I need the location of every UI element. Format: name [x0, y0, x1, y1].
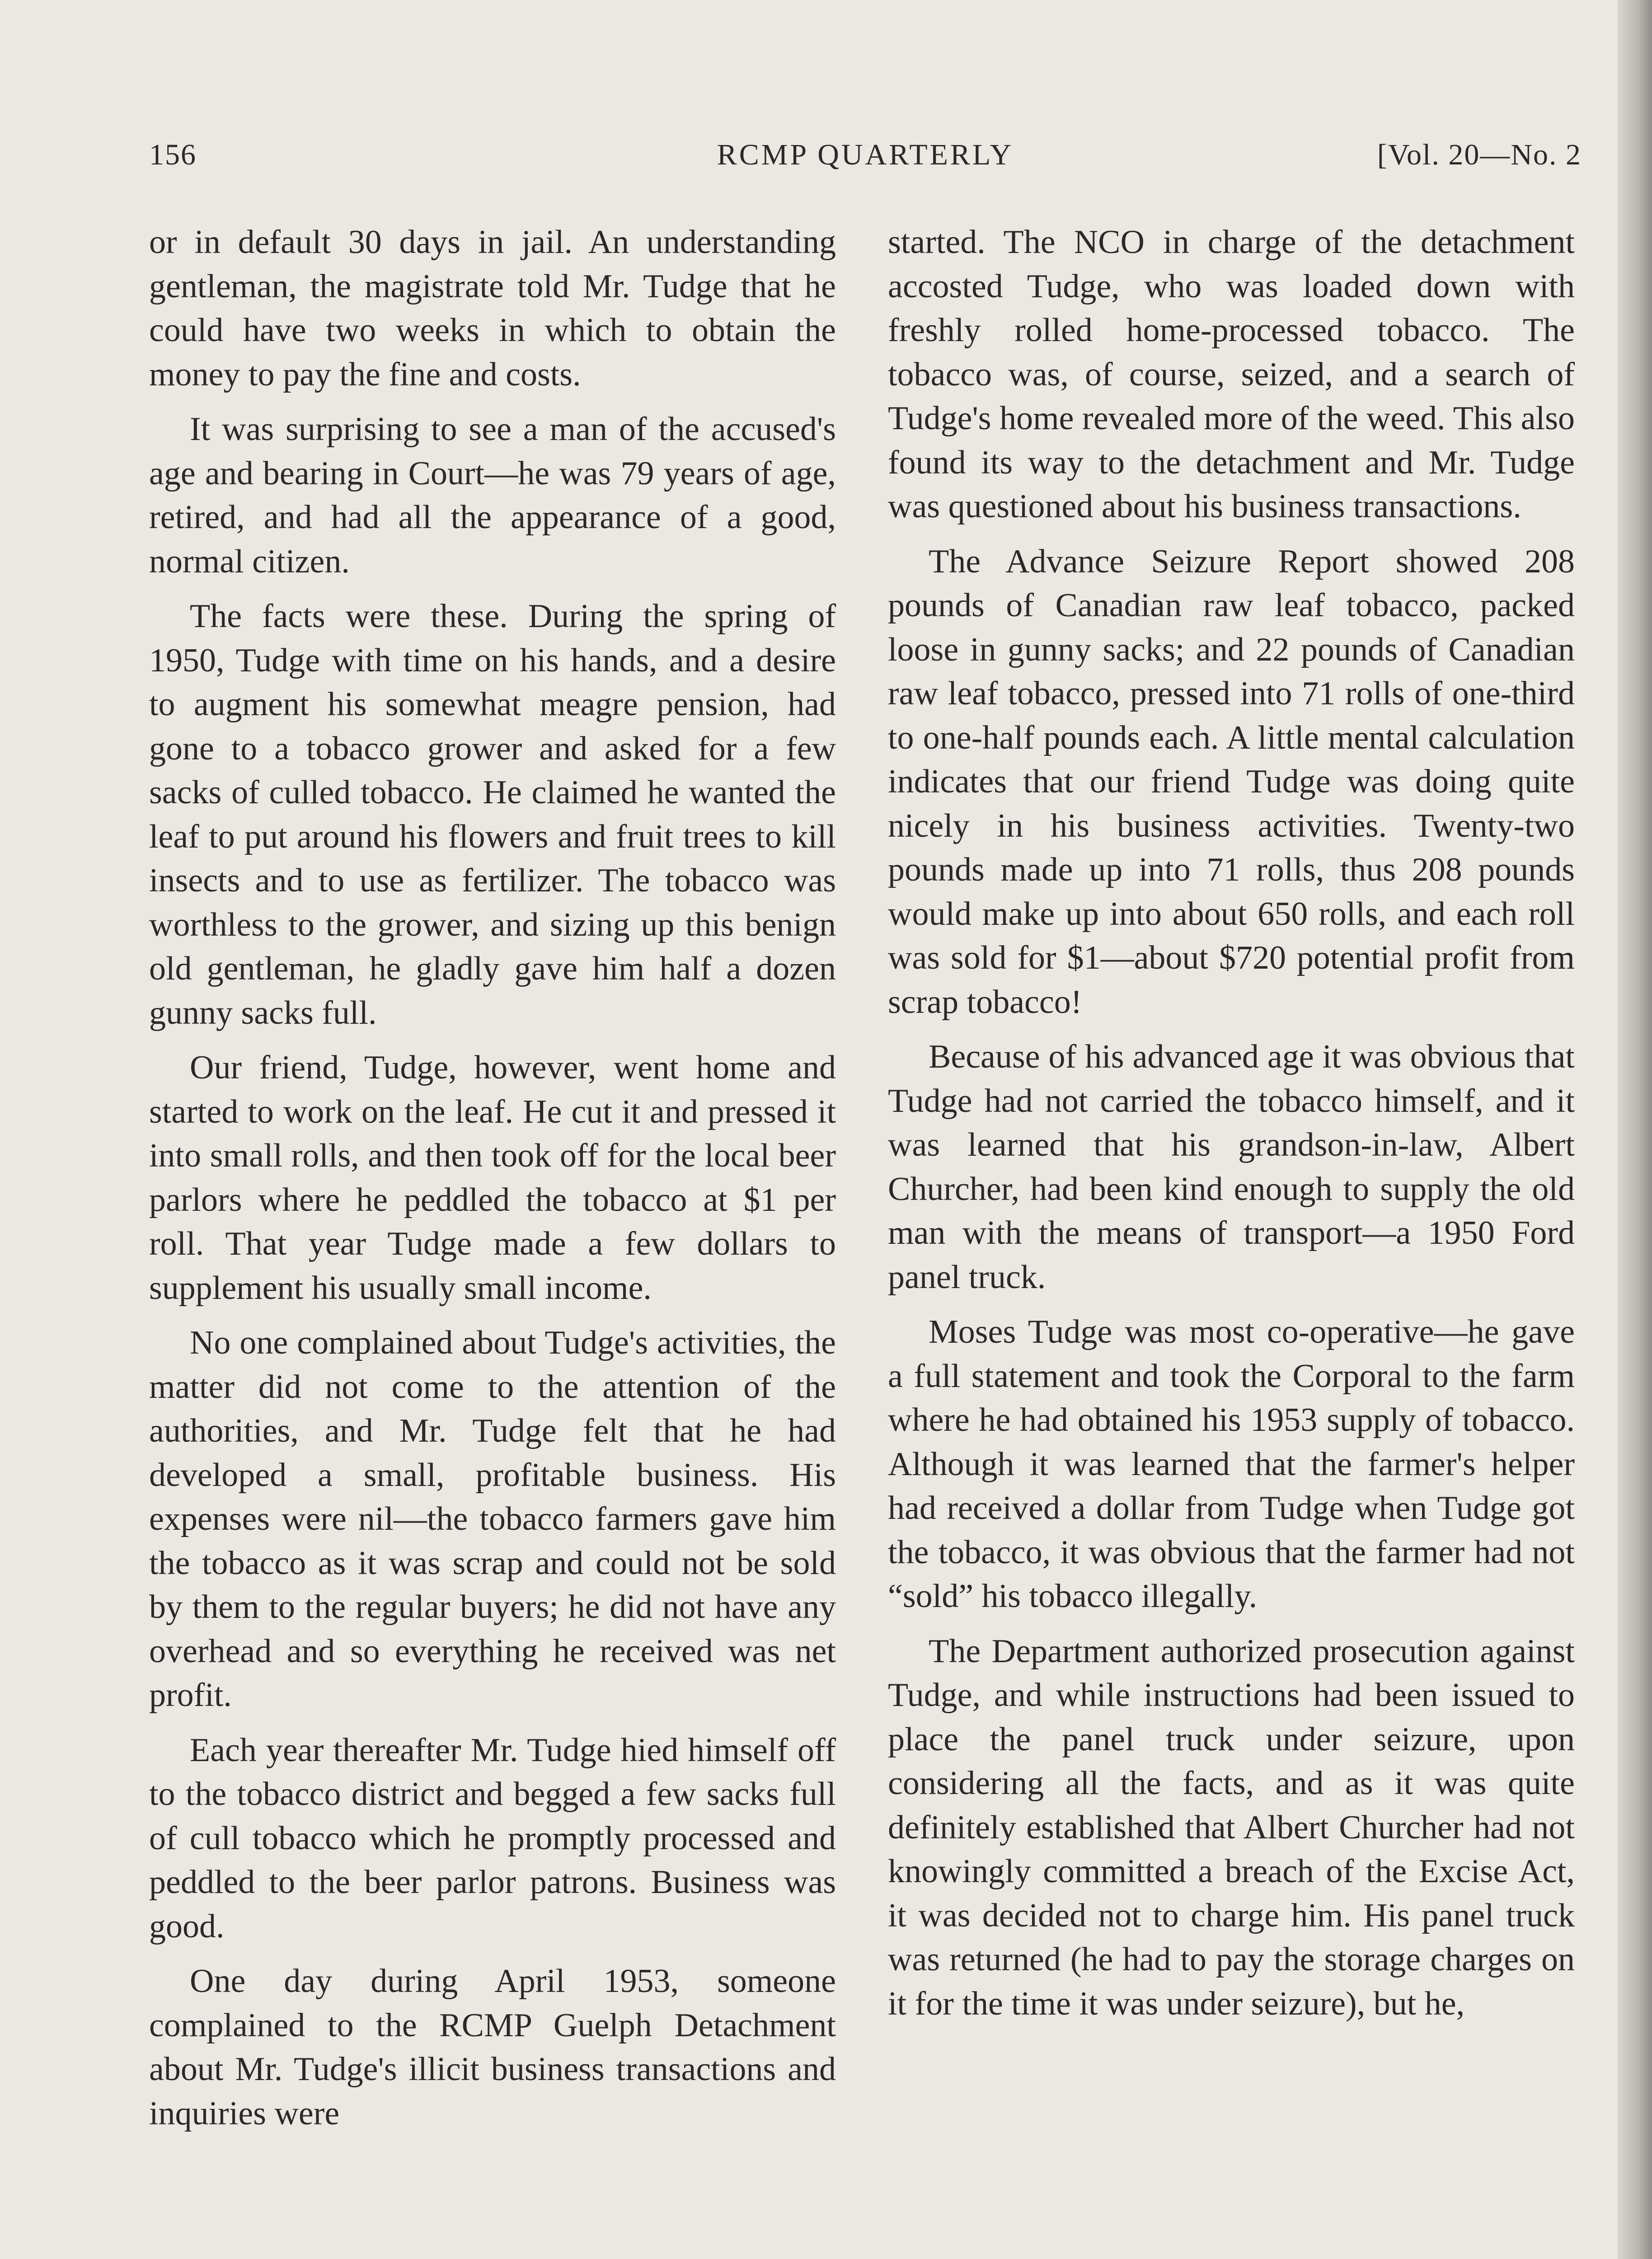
page-edge-shadow [1618, 0, 1652, 2259]
right-column [888, 220, 1575, 2037]
journal-title: RCMP QUARTERLY [717, 138, 1014, 171]
paragraph: or in default 30 days in jail. An understanding gentleman, the magistrate told Mr. Tudge that he could have two weeks in which to obtain the money to pay the fine and costs. [149, 224, 836, 393]
paragraph: The Advance Seizure Report showed 208 pounds of Canadian raw leaf tobacco, packed loose in gunny sacks; and 22 pounds of Canadian raw leaf tobacco, pressed into 71 rolls of one-third to one-half pounds each. A little mental calculation indicates that our friend Tudge was doing quite nicely in his business activities. Twenty-two pounds made up into 71 rolls, thus 208 pounds would make up into about 650 rolls, and each roll was sold for $1—about $720 potential profit from scrap tobacco! [888, 543, 1575, 1021]
left-column [149, 220, 836, 2147]
paragraph: No one complained about Tudge's activities, the matter did not come to the attention of the authorities, and Mr. Tudge felt that he had developed a small, profitable business. His expenses were nil—the tobacco farmers gave him the tobacco as it was scrap and could not be sold by them to the regular buyers; he did not have any overhead and so everything he received was net profit. [149, 1324, 836, 1714]
paragraph: The facts were these. During the spring of 1950, Tudge with time on his hands, and a desire to augment his somewhat meagre pension, had gone to a tobacco grower and asked for a few sacks of culled tobacco. He claimed he wanted the leaf to put around his flowers and fruit trees to kill insects and to use as fertilizer. The tobacco was worthless to the grower, and sizing up this benign old gentleman, he gladly gave him half a dozen gunny sacks full. [149, 598, 836, 1031]
page-number: 156 [149, 138, 197, 171]
running-head [149, 135, 1582, 175]
paragraph: Moses Tudge was most co-operative—he gave a full statement and took the Corporal to the farm where he had obtained his 1953 supply of tobacco. Although it was learned that the farmer's helper had received a dollar from Tudge when Tudge got the tobacco, it was obvious that the farmer had not “sold” his tobacco illegally. [888, 1313, 1575, 1615]
paragraph: Our friend, Tudge, however, went home and started to work on the leaf. He cut it and pressed it into small rolls, and then took off for the local beer parlors where he peddled the tobacco at $1 per roll. That year Tudge made a few dollars to supplement his usually small income. [149, 1049, 836, 1307]
paragraph: started. The NCO in charge of the detachment accosted Tudge, who was loaded down with freshly rolled home-processed tobacco. The tobacco was, of course, seized, and a search of Tudge's home revealed more of the weed. This also found its way to the detachment and Mr. Tudge was questioned about his business transactions. [888, 224, 1575, 525]
paragraph: It was surprising to see a man of the accused's age and bearing in Court—he was 79 years of age, retired, and had all the appearance of a good, normal citizen. [149, 411, 836, 580]
paragraph: One day during April 1953, someone complained to the RCMP Guelph Detachment about Mr. Tudge's illicit business transactions and inquiries were [149, 1963, 836, 2132]
paragraph: Each year thereafter Mr. Tudge hied himself off to the tobacco district and begged a few sacks full of cull tobacco which he promptly processed and peddled to the beer parlor patrons. Business was good. [149, 1731, 836, 1945]
paragraph: Because of his advanced age it was obvious that Tudge had not carried the tobacco himself, and it was learned that his grandson-in-law, Albert Churcher, had been kind enough to supply the old man with the means of transport—a 1950 Ford panel truck. [888, 1038, 1575, 1296]
volume-issue: [Vol. 20—No. 2 [1377, 138, 1582, 171]
paragraph: The Department authorized prosecution against Tudge, and while instructions had been issued to place the panel truck under seizure, upon considering all the facts, and as it was quite definitely established that Albert Churcher had not knowingly committed a breach of the Excise Act, it was decided not to charge him. His panel truck was returned (he had to pay the storage charges on it for the time it was under seizure), but he, [888, 1632, 1575, 2022]
